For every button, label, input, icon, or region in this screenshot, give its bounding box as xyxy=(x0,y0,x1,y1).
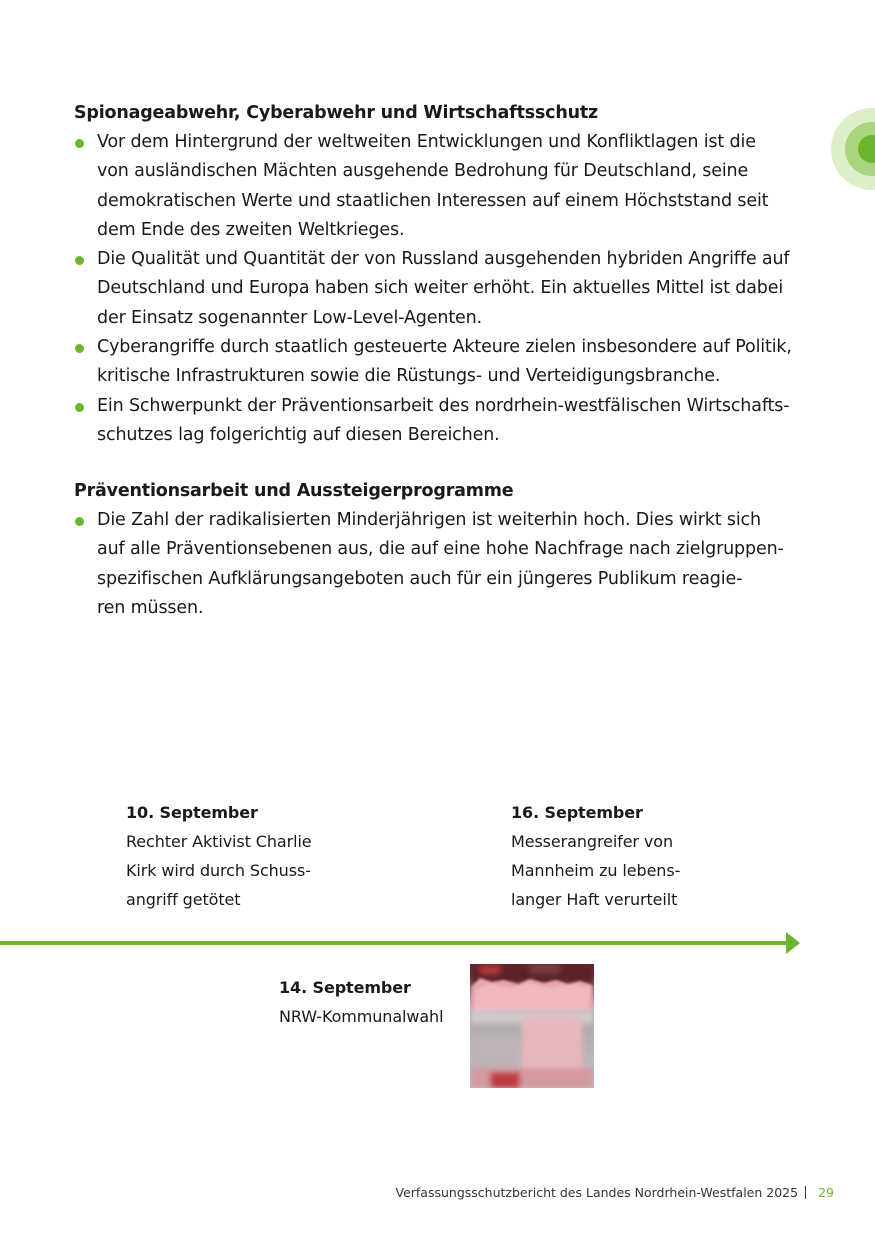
bullet-list xyxy=(74,128,804,450)
list-item: Die Qualität und Quantität der von Russland ausgehenden hybriden Angriffe auf Deutschland und Europa haben sich weiter erhöht. Ein aktuelles Mittel ist dabei der Einsatz sogenannter Low-Level-Agenten. xyxy=(74,245,804,333)
bullet-icon xyxy=(75,403,84,412)
page-footer xyxy=(395,1183,834,1203)
bullet-icon xyxy=(75,256,84,265)
section-spionageabwehr xyxy=(74,99,804,450)
ballot-photo xyxy=(470,964,594,1088)
bullet-icon xyxy=(75,344,84,353)
timeline-event xyxy=(126,798,312,914)
bullet-icon xyxy=(75,139,84,148)
timeline-event xyxy=(511,798,680,914)
list-item: Ein Schwerpunkt der Präventionsarbeit des nordrhein-westfälischen Wirtschafts- schutzes lag folgerichtig auf diesen Bereichen. xyxy=(74,392,804,451)
section-heading: Spionageabwehr, Cyberabwehr und Wirtschaftsschutz xyxy=(74,103,599,123)
timeline-line xyxy=(0,941,788,945)
list-item: Die Zahl der radikalisierten Minderjährigen ist weiterhin hoch. Dies wirkt sich auf alle Präventionsebenen aus, die auf eine hohe Nachfrage nach zielgruppen- spezifischen Aufklärungsangeboten auch für ein jüngeres Publikum reagie- ren müssen. xyxy=(74,506,804,623)
footer-title: Verfassungsschutzbericht des Landes Nordrhein-Westfalen 2025 xyxy=(395,1185,799,1200)
list-item: Vor dem Hintergrund der weltweiten Entwicklungen und Konfliktlagen ist die von ausländischen Mächten ausgehende Bedrohung für Deutschland, seine demokratischen Werte und staatlichen Interessen auf einem Höchststand seit dem Ende des zweiten Weltkrieges. xyxy=(74,128,804,245)
list-item: Cyberangriffe durch staatlich gesteuerte Akteure zielen insbesondere auf Politik, kritische Infrastrukturen sowie die Rüstungs- und Verteidigungsbranche. xyxy=(74,333,804,392)
event-date: 10. September xyxy=(126,803,258,822)
timeline-event xyxy=(279,973,443,1031)
section-praeventionsarbeit xyxy=(74,477,804,623)
arrow-right-icon xyxy=(786,932,800,954)
event-description: Messerangreifer von Mannheim zu lebens- langer Haft verurteilt xyxy=(511,832,681,909)
event-date: 16. September xyxy=(511,803,643,822)
section-heading: Präventionsarbeit und Aussteigerprogramme xyxy=(74,481,514,501)
page-number: 29 xyxy=(818,1185,834,1200)
event-description: Rechter Aktivist Charlie Kirk wird durch Schuss- angriff getötet xyxy=(126,832,312,909)
bullet-list xyxy=(74,506,804,623)
footer-divider xyxy=(805,1186,806,1199)
event-description: NRW-Kommunalwahl xyxy=(279,1007,444,1026)
event-date: 14. September xyxy=(279,978,411,997)
decorative-circle-icon xyxy=(831,108,875,190)
bullet-icon xyxy=(75,517,84,526)
